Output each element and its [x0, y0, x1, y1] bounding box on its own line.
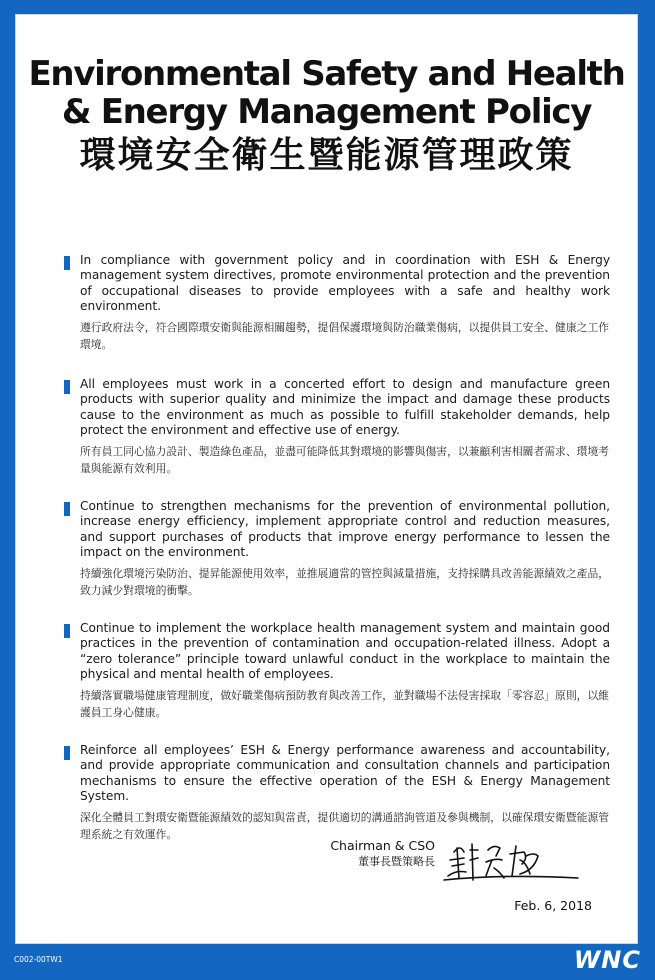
signatory-title-english: Chairman & CSO	[330, 838, 435, 853]
policy-item-2	[64, 377, 610, 477]
handwritten-signature	[440, 830, 580, 890]
policy-item-3-english: Continue to strengthen mechanisms for the prevention of environmental pollution, increase energy efficiency, implement appropriate control and reduction measures, and support purchases of products that improve energy performance to lessen the impact on the environment.	[80, 499, 610, 560]
policy-item-5	[64, 743, 610, 843]
signatory-title-chinese: 董事長暨策略長	[358, 855, 435, 868]
bullet-marker	[64, 502, 70, 516]
policy-item-5-english: Reinforce all employees’ ESH & Energy performance awareness and accountability, and provide appropriate communication and consultation channels and participation mechanisms to ensure the effective operation of the ESH & Energy Management System.	[80, 743, 610, 804]
title-chinese: 環境安全衛生暨能源管理政策	[79, 135, 574, 176]
policy-item-2-english: All employees must work in a concerted effort to design and manufacture green products with superior quality and minimize the impact and damage these products cause to the environment as much as possible to fulfill stakeholder demands, help protect the environment and effective use of energy.	[80, 377, 610, 438]
policy-item-3	[64, 499, 610, 599]
policy-item-3-chinese: 持續強化環境污染防治、提昇能源使用效率，並推展適當的管控與減量措施，支持採購具改善能源績效之產品，致力減少對環境的衝擊。	[80, 566, 610, 597]
policy-item-2-chinese: 所有員工同心協力設計、製造綠色產品，並盡可能降低其對環境的影響與傷害，以兼顧利害相關者需求、環境考量與能源有效利用。	[80, 444, 610, 475]
title-line-1: Environmental Safety and Health	[28, 54, 625, 94]
policy-item-1-english: In compliance with government policy and in coordination with ESH & Energy management system directives, promote environmental protection and the prevention of occupational diseases to provide employees with a safe and healthy work environment.	[80, 253, 610, 314]
policy-item-1	[64, 253, 610, 353]
bullet-marker	[64, 746, 70, 760]
document-code: C002-00TW1	[14, 955, 63, 964]
policy-sheet	[15, 14, 638, 944]
policy-item-4-chinese: 持續落實職場健康管理制度，做好職業傷病預防教育與改善工作，並對職場不法侵害採取「零容忍」原則，以維護員工身心健康。	[80, 688, 610, 719]
policy-item-4	[64, 621, 610, 721]
wnc-logo: WNC	[573, 946, 641, 974]
policy-item-5-chinese: 深化全體員工對環安衛暨能源績效的認知與當責，提供適切的溝通諮詢管道及參與機制，以確保環安衛暨能源管理系統之有效運作。	[80, 810, 610, 841]
title-line-2: & Energy Management Policy	[61, 92, 592, 132]
policy-date: Feb. 6, 2018	[514, 898, 592, 913]
bullet-marker	[64, 624, 70, 638]
policy-item-1-chinese: 遵行政府法令，符合國際環安衛與能源相關趨勢，提倡保護環境與防治職業傷病，以提供員工安全、健康之工作環境。	[80, 320, 610, 351]
policy-title	[16, 55, 637, 179]
signatory-title	[305, 838, 435, 870]
bullet-marker	[64, 256, 70, 270]
bullet-marker	[64, 380, 70, 394]
policy-item-4-english: Continue to implement the workplace health management system and maintain good practices in the prevention of contamination and occupation-related illness. Adopt a “zero tolerance” principle toward unlawful conduct in the workplace to maintain the physical and mental health of employees.	[80, 621, 610, 682]
